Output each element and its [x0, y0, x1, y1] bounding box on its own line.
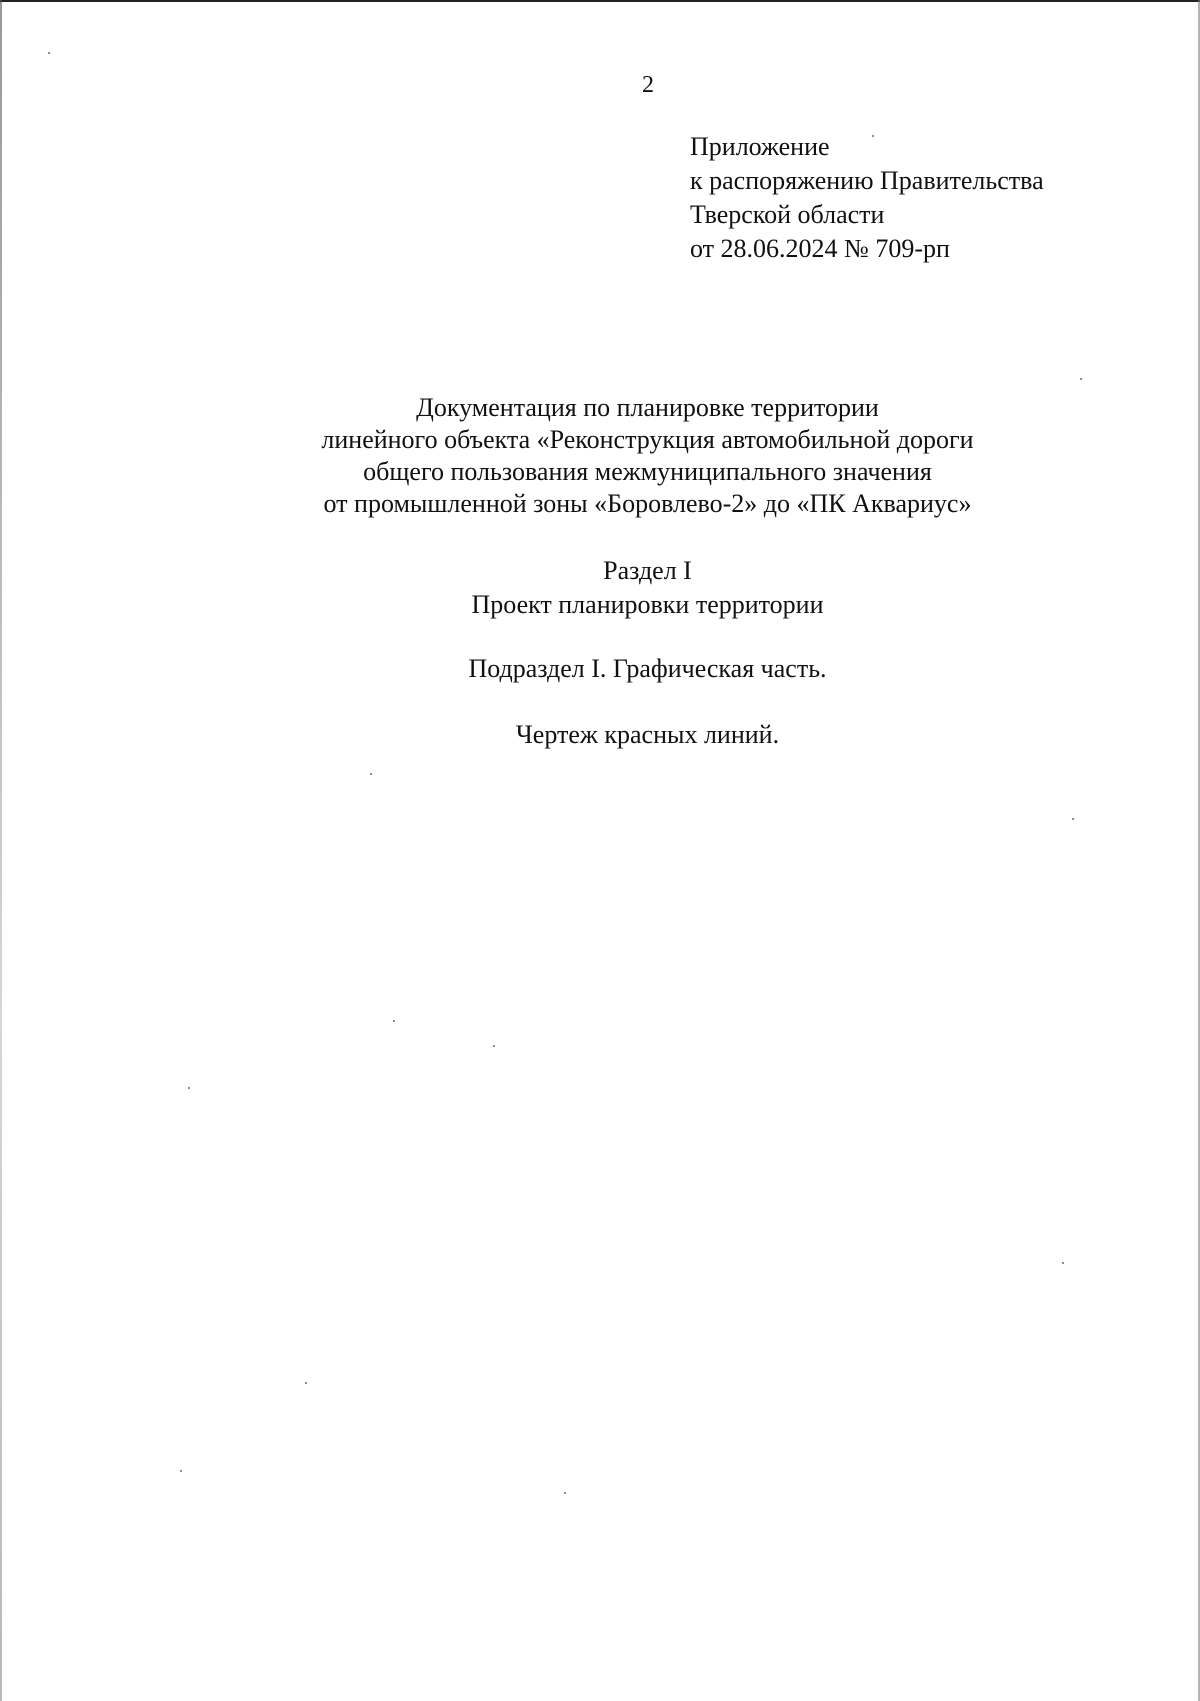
section-name: Проект планировки территории	[471, 590, 824, 619]
annex-line: к распоряжению Правительства	[690, 166, 1044, 195]
section-heading	[200, 554, 1095, 622]
annex-line: от 28.06.2024 № 709-рп	[690, 234, 950, 263]
annex-line: Приложение	[690, 132, 830, 161]
subsection-heading: Подраздел I. Графическая часть.	[468, 654, 827, 683]
scan-speck	[393, 1020, 395, 1022]
title-line: линейного объекта «Реконструкция автомобильной дороги	[321, 425, 974, 454]
scan-speck	[493, 1045, 495, 1047]
scan-speck	[1072, 818, 1074, 820]
section-label: Раздел I	[603, 556, 692, 585]
document-title	[200, 392, 1095, 520]
scan-speck	[564, 1492, 566, 1494]
scan-speck	[370, 773, 372, 775]
scan-edge-left	[0, 0, 2, 1701]
scan-speck	[305, 1382, 307, 1384]
title-line: от промышленной зоны «Боровлево-2» до «ПК Аквариус»	[323, 489, 972, 518]
scan-speck	[1062, 1262, 1064, 1264]
scan-speck	[1080, 378, 1082, 380]
annex-line: Тверской области	[690, 200, 885, 229]
title-line: Документация по планировке территории	[416, 393, 879, 422]
scan-speck	[180, 1470, 182, 1472]
scan-speck	[48, 52, 50, 54]
scan-edge-top	[0, 0, 1200, 2]
drawing-title: Чертеж красных линий.	[515, 720, 780, 749]
page-number: 2	[642, 72, 654, 98]
scan-speck	[188, 1087, 190, 1089]
annex-block	[690, 130, 1044, 266]
title-line: общего пользования межмуниципального значения	[363, 457, 932, 486]
